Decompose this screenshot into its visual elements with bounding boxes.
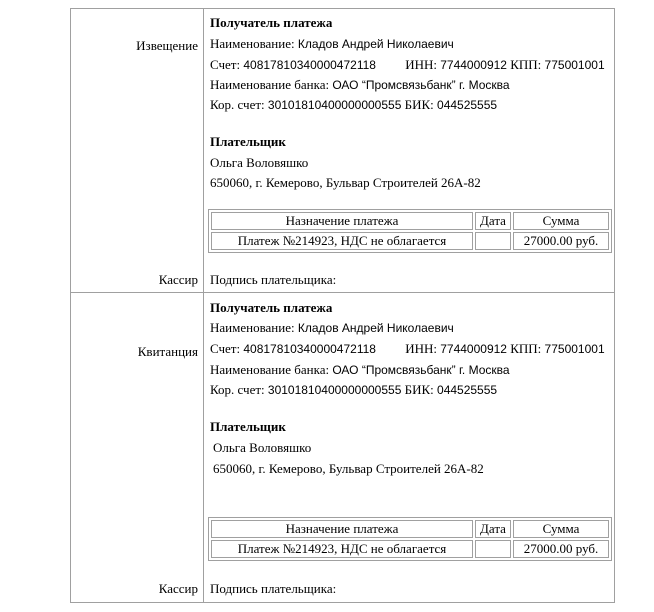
account-line (210, 57, 605, 73)
recipient-name-line (210, 320, 454, 336)
name-label: Наименование: (210, 36, 295, 51)
kpp-label: КПП: (510, 341, 542, 356)
inn-label: ИНН: (405, 341, 437, 356)
cashier-label: Кассир (158, 272, 198, 287)
corr-line (210, 382, 497, 398)
bank-line (210, 362, 510, 378)
bik-value: 044525555 (437, 383, 498, 397)
account-label: Счет: (210, 341, 241, 356)
name-label: Наименование: (210, 320, 295, 335)
account-value: 40817810340000472118 (243, 342, 376, 356)
account-label: Счет: (210, 57, 241, 72)
cashier-label: Кассир (158, 581, 198, 596)
payer-name: Ольга Воловяшко (213, 440, 312, 455)
payer-heading: Плательщик (210, 419, 286, 434)
inn-label: ИНН: (405, 57, 437, 72)
cell-date (475, 232, 511, 250)
bank-value: ОАО “Промсвязьбанк” г. Москва (332, 78, 510, 92)
corr-value: 30101810400000000555 (267, 98, 402, 112)
account-line (210, 341, 605, 357)
cell-amount: 27000.00 руб. (513, 232, 609, 250)
table-row (211, 540, 609, 558)
bank-label: Наименование банка: (210, 362, 330, 377)
section-divider (70, 292, 615, 293)
bank-value: ОАО “Промсвязьбанк” г. Москва (332, 363, 510, 377)
payment-table (208, 209, 612, 253)
kpp-value: 775001001 (544, 342, 605, 356)
bank-label: Наименование банка: (210, 77, 330, 92)
account-value: 40817810340000472118 (243, 58, 376, 72)
corr-value: 30101810400000000555 (267, 383, 402, 397)
payer-address: 650060, г. Кемерово, Бульвар Строителей 26А-82 (210, 175, 481, 190)
side-label-receipt: Квитанция (137, 344, 198, 359)
inn-value: 7744000912 (440, 58, 507, 72)
kpp-label: КПП: (510, 57, 542, 72)
header-purpose: Назначение платежа (211, 520, 473, 538)
inn-value: 7744000912 (440, 342, 507, 356)
column-divider (203, 8, 204, 603)
header-date: Дата (475, 212, 511, 230)
recipient-heading: Получатель платежа (210, 15, 333, 30)
signature-label: Подпись плательщика: (210, 581, 337, 596)
cell-amount: 27000.00 руб. (513, 540, 609, 558)
name-value: Кладов Андрей Николаевич (297, 37, 454, 51)
payer-address: 650060, г. Кемерово, Бульвар Строителей 26А-82 (213, 461, 484, 476)
bank-line (210, 77, 510, 93)
corr-line (210, 97, 497, 113)
header-purpose: Назначение платежа (211, 212, 473, 230)
corr-label: Кор. счет: (210, 97, 265, 112)
cell-purpose: Платеж №214923, НДС не облагается (211, 232, 473, 250)
payment-table (208, 517, 612, 561)
cell-date (475, 540, 511, 558)
table-header-row (211, 212, 609, 230)
bik-value: 044525555 (437, 98, 498, 112)
bik-label: БИК: (404, 382, 434, 397)
recipient-heading: Получатель платежа (210, 300, 333, 315)
header-date: Дата (475, 520, 511, 538)
corr-label: Кор. счет: (210, 382, 265, 397)
kpp-value: 775001001 (544, 58, 605, 72)
recipient-name-line (210, 36, 454, 52)
table-row (211, 232, 609, 250)
cell-purpose: Платеж №214923, НДС не облагается (211, 540, 473, 558)
name-value: Кладов Андрей Николаевич (297, 321, 454, 335)
bik-label: БИК: (404, 97, 434, 112)
header-amount: Сумма (513, 520, 609, 538)
header-amount: Сумма (513, 212, 609, 230)
table-header-row (211, 520, 609, 538)
payer-name: Ольга Воловяшко (210, 155, 309, 170)
side-label-notice: Извещение (136, 38, 198, 53)
signature-label: Подпись плательщика: (210, 272, 337, 287)
payer-heading: Плательщик (210, 134, 286, 149)
